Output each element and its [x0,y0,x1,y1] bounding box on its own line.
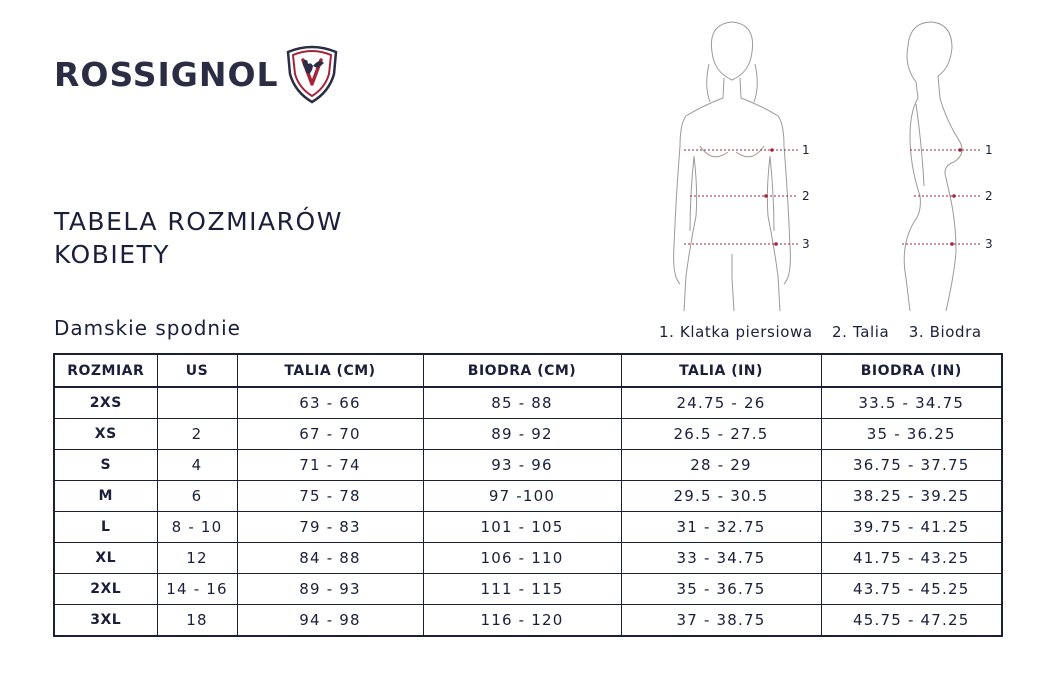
table-row [54,605,1002,637]
us-cell: 4 [157,450,237,481]
size-cell: XL [54,543,157,574]
waist-in-cell: 26.5 - 27.5 [621,419,821,450]
side-body-figure [904,22,962,311]
brand-logo [54,44,341,104]
waist-cm-cell: 63 - 66 [237,387,423,419]
front-body-figure [674,22,791,311]
title-line-2: KOBIETY [54,239,171,269]
hips-cm-cell: 89 - 92 [423,419,621,450]
hips-in-cell: 38.25 - 39.25 [821,481,1002,512]
hips-in-cell: 39.75 - 41.25 [821,512,1002,543]
size-cell: S [54,450,157,481]
table-row [54,387,1002,419]
waist-cm-cell: 94 - 98 [237,605,423,637]
hips-cm-cell: 97 -100 [423,481,621,512]
waist-cm-cell: 79 - 83 [237,512,423,543]
table-row [54,512,1002,543]
header-hips-in: BIODRA (IN) [821,354,1002,387]
header-waist-cm: TALIA (CM) [237,354,423,387]
us-cell: 2 [157,419,237,450]
waist-cm-cell: 84 - 88 [237,543,423,574]
waist-in-cell: 37 - 38.75 [621,605,821,637]
hips-in-cell: 36.75 - 37.75 [821,450,1002,481]
hips-in-cell: 35 - 36.25 [821,419,1002,450]
measurement-lines [684,150,982,244]
size-cell: L [54,512,157,543]
table-row [54,543,1002,574]
size-cell: 3XL [54,605,157,637]
waist-in-cell: 28 - 29 [621,450,821,481]
body-measurement-figures [660,16,1000,316]
waist-in-cell: 24.75 - 26 [621,387,821,419]
us-cell: 12 [157,543,237,574]
size-cell: XS [54,419,157,450]
header-us: US [157,354,237,387]
legend-waist: 2. Talia [832,323,890,341]
waist-cm-cell: 89 - 93 [237,574,423,605]
us-cell: 14 - 16 [157,574,237,605]
title-line-1: TABELA ROZMIARÓW [54,207,343,236]
brand-name: ROSSIGNOL [54,54,279,94]
page-title [54,206,343,271]
size-cell: M [54,481,157,512]
side-marker-2: 2 [985,189,993,203]
header-waist-in: TALIA (IN) [621,354,821,387]
front-marker-3: 3 [802,237,810,251]
front-marker-2: 2 [802,189,810,203]
size-table [53,353,1003,637]
hips-in-cell: 33.5 - 34.75 [821,387,1002,419]
table-row [54,481,1002,512]
header-hips-cm: BIODRA (CM) [423,354,621,387]
front-marker-1: 1 [802,143,810,157]
waist-in-cell: 29.5 - 30.5 [621,481,821,512]
waist-cm-cell: 67 - 70 [237,419,423,450]
hips-cm-cell: 101 - 105 [423,512,621,543]
hips-cm-cell: 106 - 110 [423,543,621,574]
waist-cm-cell: 75 - 78 [237,481,423,512]
hips-cm-cell: 85 - 88 [423,387,621,419]
table-row [54,574,1002,605]
hips-in-cell: 43.75 - 45.25 [821,574,1002,605]
measurement-dots [764,148,962,246]
header-size: ROZMIAR [54,354,157,387]
hips-cm-cell: 116 - 120 [423,605,621,637]
us-cell: 6 [157,481,237,512]
us-cell: 8 - 10 [157,512,237,543]
side-marker-1: 1 [985,143,993,157]
waist-cm-cell: 71 - 74 [237,450,423,481]
waist-in-cell: 31 - 32.75 [621,512,821,543]
hips-in-cell: 45.75 - 47.25 [821,605,1002,637]
waist-in-cell: 33 - 34.75 [621,543,821,574]
table-row [54,450,1002,481]
us-cell: 18 [157,605,237,637]
legend-chest: 1. Klatka piersiowa [659,323,813,341]
table-header-row [54,354,1002,387]
section-subtitle: Damskie spodnie [54,316,241,340]
hips-in-cell: 41.75 - 43.25 [821,543,1002,574]
us-cell [157,387,237,419]
side-marker-3: 3 [985,237,993,251]
hips-cm-cell: 111 - 115 [423,574,621,605]
rooster-shield-icon [283,44,341,104]
table-row [54,419,1002,450]
hips-cm-cell: 93 - 96 [423,450,621,481]
measurement-legend [659,323,996,341]
size-cell: 2XL [54,574,157,605]
legend-hips: 3. Biodra [908,323,982,341]
size-cell: 2XS [54,387,157,419]
waist-in-cell: 35 - 36.75 [621,574,821,605]
